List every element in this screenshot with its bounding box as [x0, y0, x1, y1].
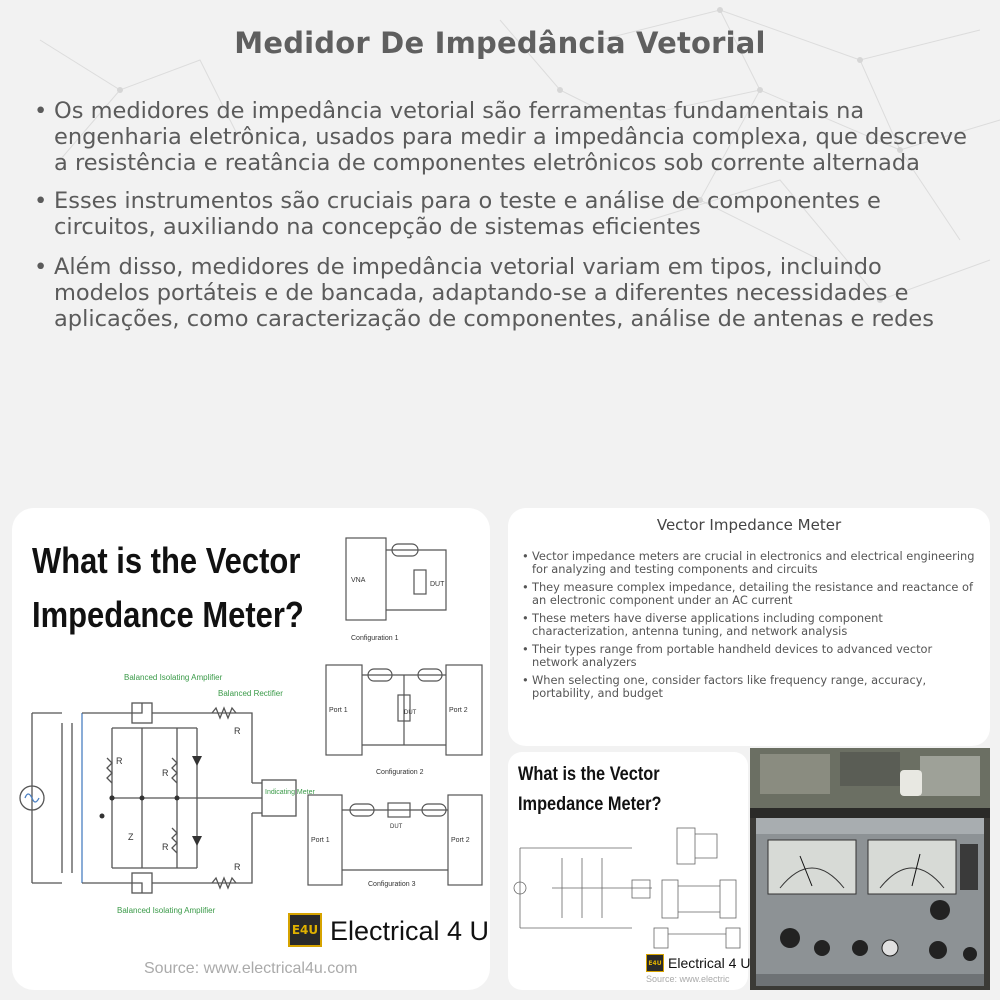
dut-label: DUT	[430, 581, 445, 588]
rectifier-label: Balanced Rectifier	[218, 689, 283, 698]
configuration-1-label: Configuration 1	[351, 635, 399, 642]
small-e4u-logo-icon: E4U	[646, 954, 664, 972]
e4u-logo-icon: E4U	[288, 913, 322, 947]
port1-label: Port 1	[311, 837, 330, 844]
configuration-2-label: Configuration 2	[376, 769, 424, 776]
meter-label: Indicating Meter	[265, 789, 315, 796]
heading-line-1: What is the Vector	[32, 540, 301, 581]
summary-bullet: • When selecting one, consider factors like frequency range, accuracy, portability, and budget	[522, 674, 977, 700]
port2-label: Port 2	[449, 707, 468, 714]
bullet-item: • Os medidores de impedância vetorial são ferramentas fundamentais na engenharia eletrônica, usados para medir a impedância complexa, que descreve a resistência e reatância de componentes eletrônicos sob corrente alternada	[30, 98, 980, 176]
port1-label: Port 1	[329, 707, 348, 714]
configurations-diagram	[296, 530, 488, 890]
bottom-amplifier-label: Balanced Isolating Amplifier	[117, 906, 216, 915]
summary-title: Vector Impedance Meter	[656, 516, 842, 534]
summary-slide-thumbnail	[508, 508, 990, 746]
zx-label: Z	[128, 832, 134, 842]
source-caption: Source: www.electrical4u.com	[144, 960, 358, 977]
small-source-caption: Source: www.electric	[646, 974, 730, 984]
port2-label: Port 2	[451, 837, 470, 844]
vector-impedance-meter-image	[12, 508, 490, 990]
circuit-diagram	[12, 668, 315, 928]
r1-label: R	[162, 768, 169, 778]
small-diagrams	[512, 828, 744, 948]
small-heading-line-2: Impedance Meter?	[518, 794, 662, 815]
summary-bullet: • Vector impedance meters are crucial in electronics and electrical engineering for analyzing and testing components and circuits	[522, 550, 977, 576]
r4-label: R	[234, 862, 241, 872]
summary-bullet: • Their types range from portable handheld devices to advanced vector network analyzers	[522, 643, 977, 669]
configuration-3-label: Configuration 3	[368, 881, 416, 888]
image-heading	[32, 534, 304, 642]
small-infographic-thumbnail	[508, 752, 751, 990]
logo-text: Electrical 4 U	[330, 916, 490, 946]
rs-label: R	[116, 756, 123, 766]
r3-label: R	[234, 726, 241, 736]
vector-impedance-meter-photo	[750, 748, 990, 990]
small-logo-text: Electrical 4 U	[668, 955, 751, 971]
bullet-item: • Além disso, medidores de impedância vetorial variam em tipos, incluindo modelos portáteis e de bancada, adaptando-se a diferentes necessidades e aplicações, como caracterização de componentes, análise de antenas e redes	[30, 254, 980, 332]
small-heading	[518, 760, 661, 820]
vna-label: VNA	[351, 577, 366, 584]
instrument-photo	[750, 748, 990, 990]
small-heading-line-1: What is the Vector	[518, 764, 660, 785]
r2-label: R	[162, 842, 169, 852]
bullet-list	[30, 98, 980, 344]
bullet-item: • Esses instrumentos são cruciais para o teste e análise de componentes e circuitos, auxiliando na concepção de sistemas eficientes	[30, 188, 980, 240]
summary-bullet: • These meters have diverse applications including component characterization, antenna tuning, and network analysis	[522, 612, 977, 638]
dut-label: DUT	[390, 824, 403, 830]
top-amplifier-label: Balanced Isolating Amplifier	[124, 673, 223, 682]
heading-line-2: Impedance Meter?	[32, 594, 304, 635]
summary-bullet: • They measure complex impedance, detailing the resistance and reactance of an electronic component under an AC current	[522, 581, 977, 607]
page-title: Medidor De Impedância Vetorial	[234, 26, 766, 60]
dut-label: DUT	[404, 710, 417, 716]
summary-bullets	[522, 550, 977, 705]
